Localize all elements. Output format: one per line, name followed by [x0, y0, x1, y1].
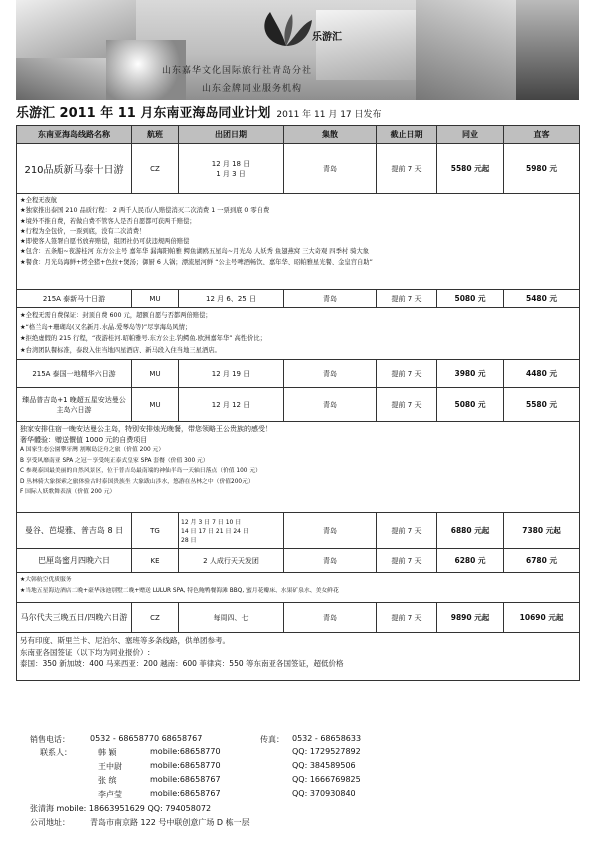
contact-name: 张 缤	[98, 776, 117, 785]
contact-mobile: mobile:68658767	[150, 775, 221, 784]
notes-215a: ★全程无需自费保证：封顶自费 600 元，超额自愿与否都两倍赔偿； ★“格兰岛+珊瑚岛(又名新月.水晶.爱琴岛等)”尽享海岛风情； ★拒绝虚假的 215 行程，“夜游桂河.昭帕雅号.东方公主.钓鳄鱼.欧洲嘉年华” 高性价比； ★台湾团队餐标准，泰段入住当地四星酒店、新马段入住当地三星酒店。	[17, 308, 580, 360]
table-row: 马尔代夫三晚五日/四晚六日游 CZ 每周四、七 青岛 提前 7 天 9890 元起 10690 元起	[17, 603, 580, 633]
brand-name: 乐游汇	[312, 32, 342, 43]
contact-label: 联系人：	[40, 748, 72, 757]
notes-bali: ★大韩航空优质服务 ★当地五星海边酒店二晚+豪华泳池别墅二晚+赠送 LULUR SPA, 特色鲍鸭餐海滩 BBQ, 蜜月花瓣床、水果矿泉水、美女鲜花	[17, 573, 580, 603]
table-row: 巴厘岛蜜月四晚六日 KE 2 人成行天天发团 青岛 提前 7 天 6280 元 6780 元	[17, 549, 580, 573]
butterfly-logo-icon	[256, 6, 316, 52]
contact-mobile: mobile:68658770	[150, 761, 221, 770]
contact-name: 王中尉	[98, 762, 122, 771]
table-header	[17, 126, 580, 144]
table-row	[17, 144, 580, 194]
route-name: 210品质新马泰十日游	[17, 144, 132, 194]
org-name: 山东金牌同业服务机构	[202, 84, 303, 94]
header-banner	[16, 0, 579, 100]
col-route: 东南亚海岛线路名称	[17, 126, 132, 144]
contact-qq: QQ: 384589506	[292, 761, 356, 770]
direct-price: 5980 元	[504, 144, 580, 194]
sea-photo	[16, 58, 106, 100]
contact-qq: QQ: 1729527892	[292, 747, 361, 756]
table-row: 曼谷、芭堤雅、普吉岛 8 日 TG 12 月 3 日 7 日 10 日 14 日 17 日 21 日 24 日 28 日 青岛 提前 7 天 6880 元起 7380 元起	[17, 513, 580, 549]
col-trade: 同业	[437, 126, 504, 144]
sales-phone: 0532 - 68658770 68658767	[90, 734, 203, 743]
deadline: 提前 7 天	[377, 144, 437, 194]
fax-label: 传真：	[260, 735, 284, 744]
sales-label: 销售电话：	[30, 735, 70, 744]
table-row: 215A 泰国一地精华六日游 MU 12 月 19 日 青岛 提前 7 天 3980 元 4480 元	[17, 360, 580, 388]
notes-row	[17, 422, 580, 513]
contact-extra: 张清海 mobile: 18663951629 QQ: 794058072	[30, 804, 212, 813]
gather: 青岛	[284, 144, 377, 194]
publish-date: 2011 年 11 月 17 日发布	[276, 110, 382, 120]
notes-row	[17, 633, 580, 681]
contact-qq: QQ: 370930840	[292, 789, 356, 798]
contact-qq: QQ: 1666769825	[292, 775, 361, 784]
contact-mobile: mobile:68658767	[150, 789, 221, 798]
pagoda-photo	[316, 10, 416, 80]
trade-price: 5580 元起	[437, 144, 504, 194]
notes-phuket: 独家安排住宿一晚安达曼公主岛，特别安排烛光晚餐，带您领略王公贵族的感受！ 奢华體验：赠送價值 1000 元的自费项目 A 国家生态公園攀牙灣 割喉島泛舟之旅（价值 200 元） B 享受风靡南亚 SPA 之冠－享受纯正泰式皇家 SPA 套餐（价值 300 元） C 参观泰国最美丽的自然风景区，位于普吉岛最南端的神仙半岛一天轴日落点（价值 100 元） D 丛林骑大象探索之旅体验古时泰国贵族坐 大象跋山涉水，悠游在丛林之中（价值200元） F 国际人妖歌舞表演（价值 200 元）	[17, 422, 580, 513]
col-gather: 集散	[284, 126, 377, 144]
col-dates: 出团日期	[179, 126, 284, 144]
notes-210: ★全程无夜航 ★独家推出泰国 210 品质行程： 2 两千人民币/人赔偿消灭二次消费 1 一票到底 0 零自费 ★境外不推自费，若做自费不管客人是否自愿都可获两千赔偿； ★行程为全包价，一票到底，没有二次消费！ ★即使客人签署自愿书放弃赔偿，组团社仍可获违规两倍赔偿 ★包含：五条船~夜游桂河 东方公主号 嘉年华 漏海阳帕雅 鳄鱼湖鸥五星岛~月光岛 人妖秀 鱼翅燕窝 三大奇观 四季村 骑大象 ★餐食：月光岛海鲜+烤全猪+色拉+煲汤；御厨 6 人锅；漂流屋河鲜 “公主号啤酒畅饮、嘉年华、昭帕雅星光餐、金皇宫自助”	[17, 194, 580, 290]
flight: CZ	[132, 144, 179, 194]
notes-row	[17, 194, 580, 290]
address-label: 公司地址：	[30, 818, 70, 827]
col-deadline: 截止日期	[377, 126, 437, 144]
col-flight: 航班	[132, 126, 179, 144]
route-table	[16, 125, 580, 681]
company-address: 青岛市南京路 122 号中联创意广场 D 栋一层	[90, 818, 250, 827]
contact-name: 李卢莹	[98, 790, 122, 799]
table-row: 臻品普吉岛+1 晚超五星安达曼公主岛六日游 MU 12 月 12 日 青岛 提前 7 天 5080 元 5580 元	[17, 388, 580, 422]
page-title: 乐游汇 2011 年 11 月东南亚海岛同业计划	[16, 106, 271, 121]
dates: 12 月 18 日 1 月 3 日	[179, 144, 284, 194]
table-row: 215A 泰新马十日游 MU 12 月 6、25 日 青岛 提前 7 天 5080 元 5480 元	[17, 290, 580, 308]
notes-row	[17, 573, 580, 603]
visa-notes: 另有印度、斯里兰卡、尼泊尔、塞班等多条线路，供单团参考。 东南亚各国签证（以下均为同业报价）: 泰国：350 新加坡：400 马来西亚：200 越南：600 菲律宾：550 等东南亚各国签证，超低价格	[17, 633, 580, 681]
fax-number: 0532 - 68658633	[292, 734, 362, 743]
boat-photo	[516, 0, 579, 100]
contact-mobile: mobile:68658770	[150, 747, 221, 756]
col-direct: 直客	[504, 126, 580, 144]
agency-name: 山东嘉华文化国际旅行社青岛分社	[162, 66, 313, 76]
contact-name: 韩 颖	[98, 748, 117, 757]
notes-row	[17, 308, 580, 360]
plan-title-bar	[16, 100, 579, 122]
